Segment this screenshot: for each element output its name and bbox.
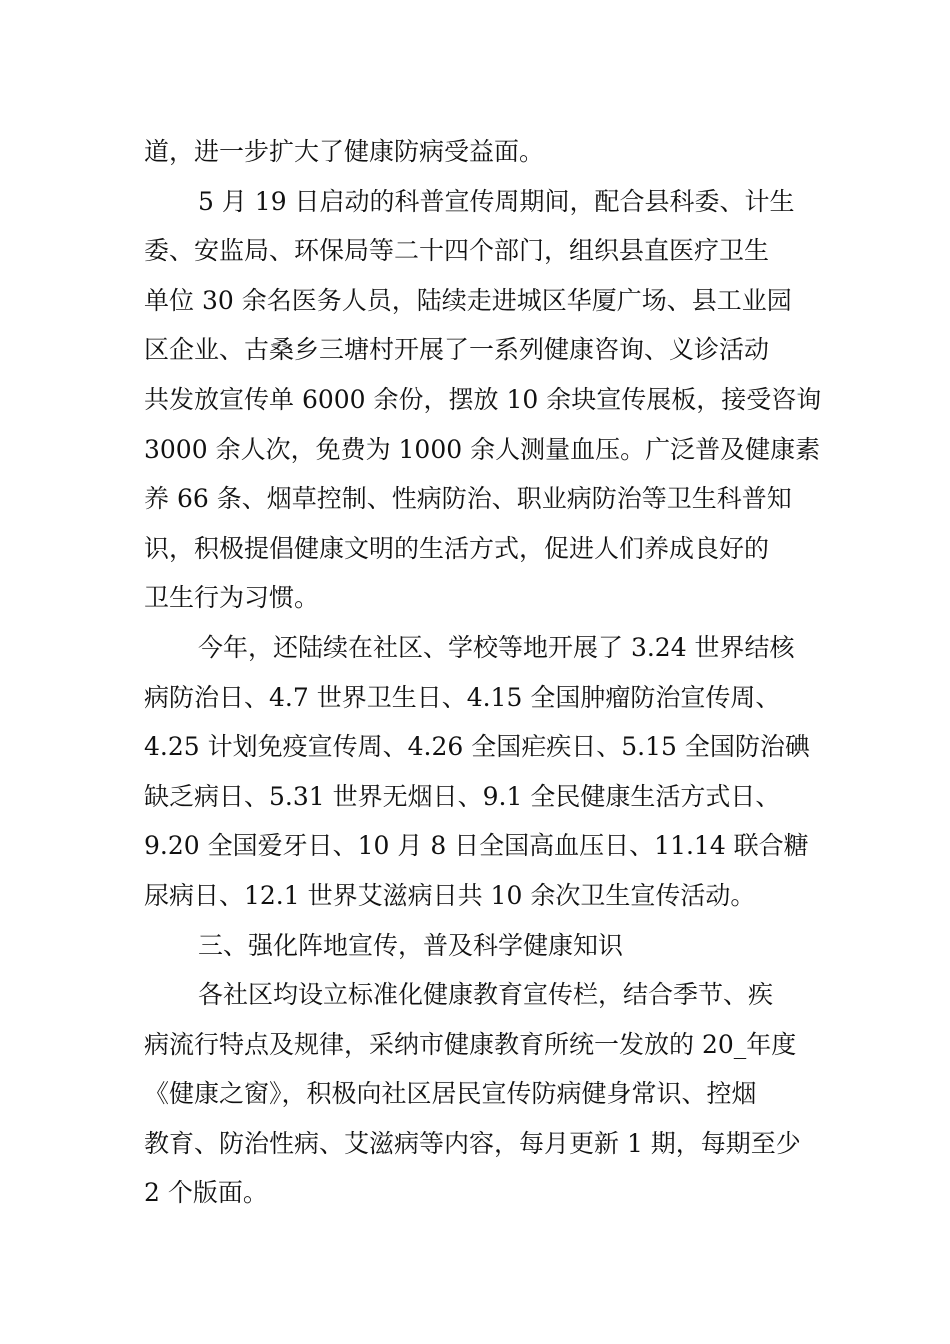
- body-text: [144, 127, 824, 1218]
- section-heading: 三、强化阵地宣传，普及科学健康知识: [198, 930, 624, 960]
- text-line: 道，进一步扩大了健康防病受益面。: [144, 137, 545, 166]
- text-line: 卫生行为习惯。: [144, 583, 320, 613]
- text-line: 2 个版面。: [144, 1178, 268, 1208]
- text-line: 委、安监局、环保局等二十四个部门，组织县直医疗卫生: [144, 236, 770, 266]
- text-line: 共发放宣传单 6000 余份，摆放 10 余块宣传展板，接受咨询: [144, 384, 822, 414]
- text-line: 病防治日、4.7 世界卫生日、4.15 全国肿瘤防治宣传周、: [144, 682, 781, 712]
- text-line: 4.25 计划免疫宣传周、4.26 全国疟疾日、5.15 全国防治碘: [144, 732, 810, 762]
- text-line: 教育、防治性病、艾滋病等内容，每月更新 1 期，每期至少: [144, 1128, 801, 1158]
- text-line: 缺乏病日、5.31 世界无烟日、9.1 全民健康生活方式日、: [144, 781, 781, 811]
- text-line: 识，积极提倡健康文明的生活方式，促进人们养成良好的: [144, 533, 770, 563]
- text-line: 尿病日、12.1 世界艾滋病日共 10 余次卫生宣传活动。: [144, 880, 756, 910]
- text-line: 3000 余人次，免费为 1000 余人测量血压。广泛普及健康素: [144, 434, 821, 464]
- paragraph-start-line: 各社区均设立标准化健康教育宣传栏，结合季节、疾: [198, 980, 774, 1010]
- paragraph-start-line: 今年，还陆续在社区、学校等地开展了 3.24 世界结核: [198, 632, 795, 662]
- text-line: 病流行特点及规律，采纳市健康教育所统一发放的 20_年度: [144, 1029, 797, 1059]
- text-line: 9.20 全国爱牙日、10 月 8 日全国高血压日、11.14 联合糖: [144, 831, 809, 861]
- text-line: 单位 30 余名医务人员，陆续走进城区华厦广场、县工业园: [144, 285, 792, 315]
- paragraph-start-line: 5 月 19 日启动的科普宣传周期间，配合县科委、计生: [198, 186, 795, 216]
- text-line: 区企业、古桑乡三塘村开展了一系列健康咨询、义诊活动: [144, 335, 770, 365]
- text-line: 《健康之窗》，积极向社区居民宣传防病健身常识、控烟: [144, 1079, 757, 1109]
- text-line: 养 66 条、烟草控制、性病防治、职业病防治等卫生科普知: [144, 484, 792, 514]
